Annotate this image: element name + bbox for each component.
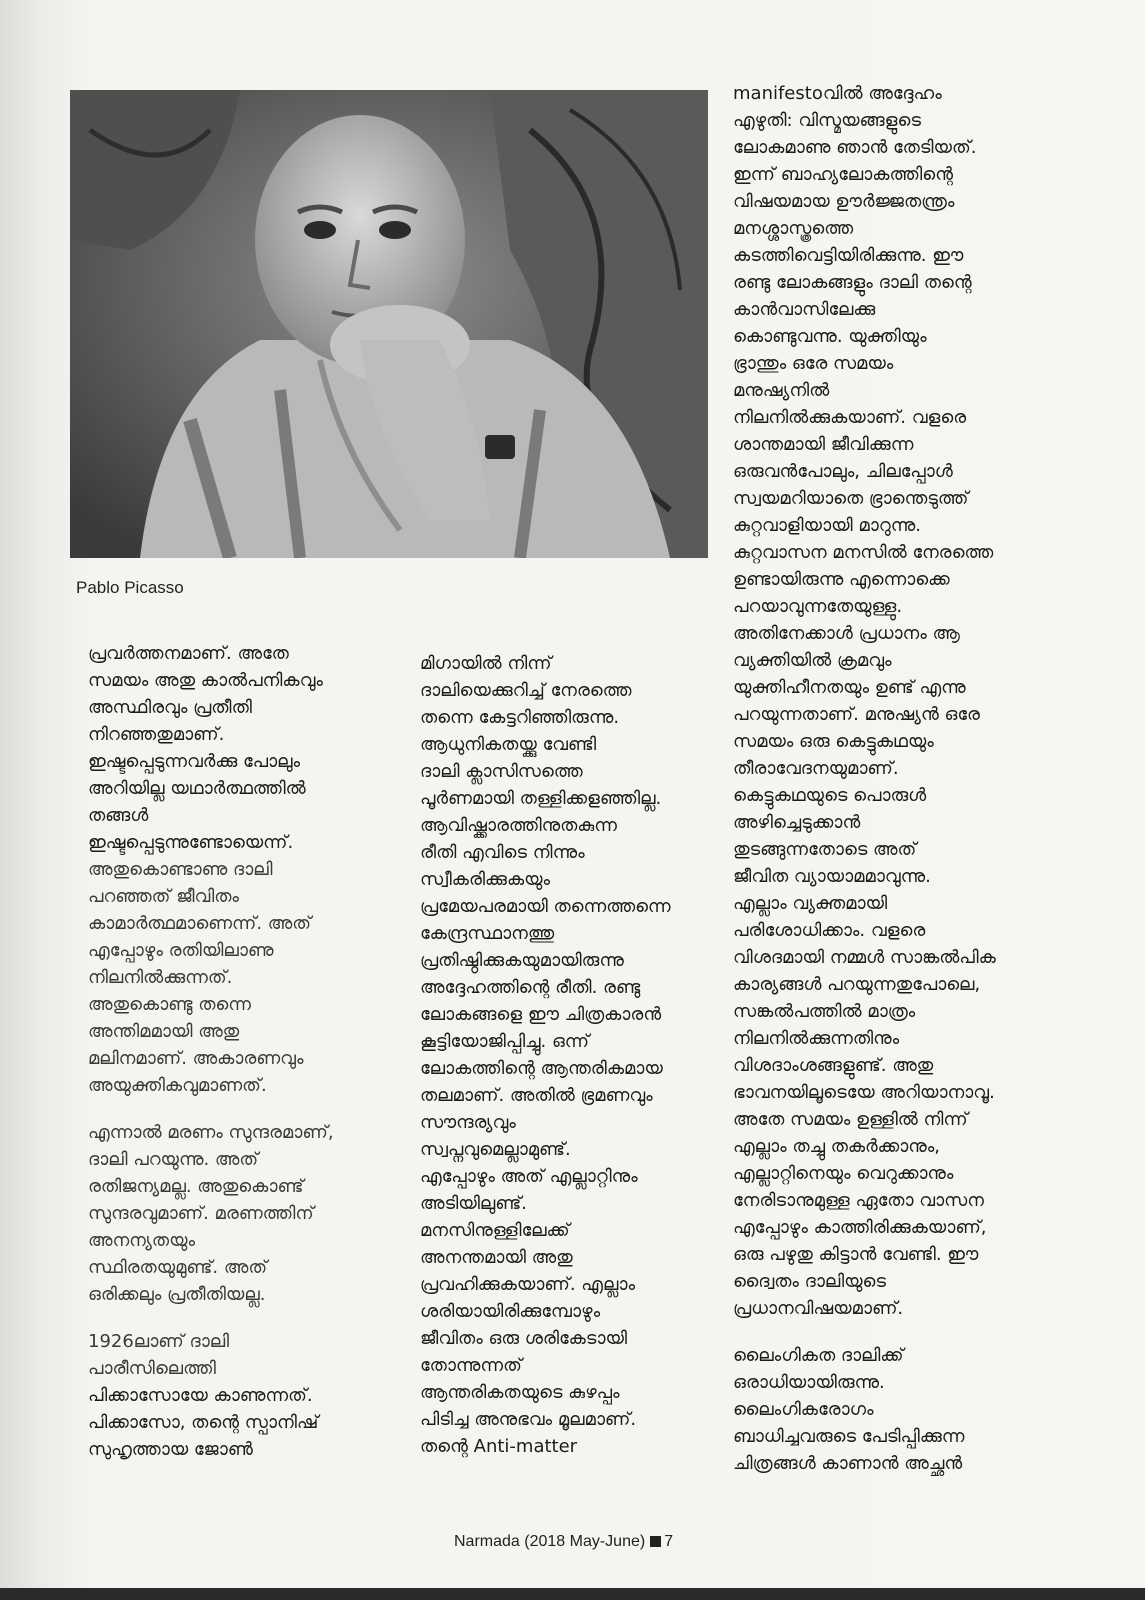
text-line: അയുക്തികവുമാണത്.	[88, 1075, 267, 1096]
text-line: സ്ഥിരതയുമുണ്ട്. അത്	[88, 1257, 268, 1278]
text-line: ഇഷ്ടപ്പെടുന്നവർക്കു പോലും	[88, 751, 301, 772]
text-line: ഉണ്ടായിരുന്നു എന്നൊക്കെ	[733, 569, 950, 590]
text-line: ബാധിച്ചവരുടെ പേടിപ്പിക്കുന്ന	[733, 1426, 965, 1447]
text-line: എപ്പോഴും കാത്തിരിക്കുകയാണ്,	[733, 1217, 987, 1238]
text-line: പാരീസിലെത്തി	[88, 1358, 216, 1379]
text-line: ആന്തരികതയുടെ കുഴപ്പം	[420, 1382, 620, 1403]
paragraph	[88, 1119, 408, 1308]
page-number: 7	[664, 1533, 674, 1550]
text-line: പിക്കാസോയേ കാണുന്നത്.	[88, 1385, 313, 1406]
text-line: ചിത്രങ്ങൾ കാണാൻ അച്ഛൻ	[733, 1453, 963, 1474]
text-line: ലോകത്തിന്റെ ആന്തരികമായ	[420, 1058, 663, 1079]
text-line: പരിശോധിക്കാം. വളരെ	[733, 920, 926, 941]
text-column-2	[420, 650, 720, 1480]
text-line: നിലനിൽക്കുന്നത്.	[88, 967, 233, 988]
text-line: manifestoവിൽ അദ്ദേഹം	[733, 83, 942, 104]
text-line: പ്രവഹിക്കുകയാണ്. എല്ലാം	[420, 1274, 635, 1295]
text-line: കുറ്റവാസന മനസിൽ നേരത്തെ	[733, 542, 994, 563]
text-line: എല്ലാം വ്യക്തമായി	[733, 893, 888, 914]
text-line: ലൈംഗികത ദാലിക്ക്	[733, 1345, 904, 1366]
paragraph	[88, 640, 408, 1099]
text-line: കൊണ്ടുവന്നു. യുക്തിയും	[733, 326, 927, 347]
text-line: 1926ലാണ് ദാലി	[88, 1331, 230, 1352]
text-line: തന്നെ കേട്ടറിഞ്ഞിരുന്നു.	[420, 707, 620, 728]
text-line: കാമാർത്ഥമാണെന്ന്. അത്	[88, 913, 312, 934]
text-line: എന്നാൽ മരണം സുന്ദരമാണ്,	[88, 1122, 334, 1143]
text-line: പിടിച്ച അനുഭവം മൂലമാണ്.	[420, 1409, 637, 1430]
text-line: മലിനമാണ്. അകാരണവും	[88, 1048, 304, 1069]
text-line: പ്രതിഷ്ഠിക്കുകയുമായിരുന്നു	[420, 950, 624, 971]
text-line: സൗന്ദര്യവും	[420, 1112, 516, 1133]
text-line: ഒരുവൻപോലും, ചിലപ്പോൾ	[733, 461, 953, 482]
text-line: സുന്ദരവുമാണ്. മരണത്തിന്	[88, 1203, 314, 1224]
text-line: കൂട്ടിയോജിപ്പിച്ചു. ഒന്ന്	[420, 1031, 590, 1052]
portrait-image	[70, 90, 708, 558]
text-line: വ്യക്തിയിൽ ക്രമവും	[733, 650, 892, 671]
text-line: ജീവിതം ഒരു ശരികേടായി	[420, 1328, 628, 1349]
paragraph	[420, 650, 720, 1460]
text-line: രണ്ടു ലോകങ്ങളും ദാലി തന്റെ	[733, 272, 972, 293]
portrait-photo	[70, 90, 708, 558]
text-line: ലൈംഗികരോഗം	[733, 1399, 874, 1420]
text-line: സ്വീകരിക്കുകയും	[420, 869, 551, 890]
text-line: ദ്വൈതം ദാലിയുടെ	[733, 1271, 887, 1292]
text-line: ശരിയായിരിക്കുമ്പോഴും	[420, 1301, 601, 1322]
paragraph	[733, 80, 1063, 1322]
text-line: രീതി എവിടെ നിന്നും	[420, 842, 585, 863]
text-line: പൂർണമായി തള്ളിക്കളഞ്ഞില്ല.	[420, 788, 662, 809]
text-line: എപ്പോഴും രതിയിലാണു	[88, 940, 274, 961]
text-line: അന്തിമമായി അതു	[88, 1021, 240, 1042]
text-line: ഒരു പഴുതു കിട്ടാൻ വേണ്ടി. ഈ	[733, 1244, 979, 1265]
text-line: കാൻവാസിലേക്കു	[733, 299, 876, 320]
text-line: ആവിഷ്ക്കാരത്തിനുതകുന്ന	[420, 815, 617, 836]
text-line: അഴിച്ചെടുക്കാൻ	[733, 812, 861, 833]
text-line: ലോകങ്ങളെ ഈ ചിത്രകാരൻ	[420, 1004, 662, 1025]
text-line: ഇഷ്ടപ്പെടുന്നുണ്ടോയെന്ന്.	[88, 832, 294, 853]
text-line: സുഹൃത്തായ ജോൺ	[88, 1439, 253, 1460]
text-line: അതിനേക്കാൾ പ്രധാനം ആ	[733, 623, 960, 644]
text-line: എഴുതി: വിസ്മയങ്ങളുടെ	[733, 110, 921, 131]
text-line: അതുകൊണ്ടു തന്നെ	[88, 994, 251, 1015]
text-line: മനശ്ശാസ്ത്രത്തെ	[733, 218, 854, 239]
text-line: ദാലി പറയുന്നു. അത്	[88, 1149, 259, 1170]
paragraph	[88, 1328, 408, 1463]
text-line: അനന്യതയും	[88, 1230, 196, 1251]
text-line: സങ്കൽപത്തിൽ മാത്രം	[733, 1001, 916, 1022]
text-line: മിഗായിൽ നിന്ന്	[420, 653, 552, 674]
text-line: കെട്ടുകഥയുടെ പൊരുൾ	[733, 785, 927, 806]
text-line: കുറ്റവാളിയായി മാറുന്നു.	[733, 515, 921, 536]
text-line: തലമാണ്. അതിൽ ഭ്രമണവും	[420, 1085, 653, 1106]
text-line: യുക്തിഹീനതയും ഉണ്ട് എന്നു	[733, 677, 966, 698]
text-line: ഭാവനയിലൂടെയേ അറിയാനാവൂ.	[733, 1082, 995, 1103]
text-line: സമയം അതു കാൽപനികവും	[88, 670, 323, 691]
text-line: അനന്തമായി അതു	[420, 1247, 573, 1268]
text-line: ജീവിത വ്യായാമമാവുന്നു.	[733, 866, 931, 887]
page-footer	[454, 1533, 673, 1551]
text-line: മനുഷ്യനിൽ	[733, 380, 830, 401]
text-line: എപ്പോഴും അത് എല്ലാറ്റിനും	[420, 1166, 638, 1187]
text-line: ഭ്രാന്തും ഒരേ സമയം	[733, 353, 894, 374]
text-line: ഇന്ന് ബാഹ്യലോകത്തിന്റെ	[733, 164, 953, 185]
text-line: ഒരിക്കലും പ്രതീതിയല്ല.	[88, 1284, 266, 1305]
text-line: വിശദാംശങ്ങളുണ്ട്. അതു	[733, 1055, 934, 1076]
text-line: സ്വപ്നവുമെല്ലാമുണ്ട്.	[420, 1139, 571, 1160]
text-line: പ്രധാനവിഷയമാണ്.	[733, 1298, 904, 1319]
text-line: തീരാവേദനയുമാണ്.	[733, 758, 899, 779]
text-line: അസ്ഥിരവും പ്രതീതി	[88, 697, 252, 718]
text-line: വിശദമായി നമ്മൾ സാങ്കൽപിക	[733, 947, 996, 968]
text-line: പ്രവർത്തനമാണ്. അതേ	[88, 643, 289, 664]
text-line: പ്രമേയപരമായി തന്നെത്തന്നെ	[420, 896, 671, 917]
text-line: പിക്കാസോ, തന്റെ സ്പാനിഷ്	[88, 1412, 319, 1433]
text-line: തോന്നുന്നത്	[420, 1355, 522, 1376]
text-line: വിഷയമായ ഊർജ്ജതന്ത്രം	[733, 191, 955, 212]
text-line: പറയാവുന്നതേയുള്ളു.	[733, 596, 903, 617]
text-line: സമയം ഒരു കെട്ടുകഥയും	[733, 731, 934, 752]
text-line: കേന്ദ്രസ്ഥാനത്തു	[420, 923, 555, 944]
text-line: നിറഞ്ഞതുമാണ്.	[88, 724, 225, 745]
text-line: ലോകമാണു ഞാൻ തേടിയത്.	[733, 137, 977, 158]
text-line: നിലനിൽക്കുന്നതിനും	[733, 1028, 900, 1049]
scan-edge	[0, 1588, 1145, 1600]
text-line: രതിജന്യമല്ല. അതുകൊണ്ട്	[88, 1176, 304, 1197]
text-line: കടത്തിവെട്ടിയിരിക്കുന്നു. ഈ	[733, 245, 964, 266]
text-line: പറഞ്ഞത് ജീവിതം	[88, 886, 239, 907]
text-line: അടിയിലുണ്ട്.	[420, 1193, 527, 1214]
text-line: എല്ലാറ്റിനെയും വെറുക്കാനും	[733, 1163, 954, 1184]
text-line: ആധുനികതയ്ക്കു വേണ്ടി	[420, 734, 597, 755]
text-line: അറിയില്ല യഥാർത്ഥത്തിൽ	[88, 778, 306, 799]
text-line: തുടങ്ങുന്നതോടെ അത്	[733, 839, 917, 860]
text-line: ഒരാധിയായിരുന്നു.	[733, 1372, 885, 1393]
publication-name: Narmada (2018 May-June)	[454, 1533, 646, 1550]
text-line: ദാലി ക്ലാസിസത്തെ	[420, 761, 583, 782]
text-line: ദാലിയെക്കുറിച്ച് നേരത്തെ	[420, 680, 632, 701]
square-bullet-icon	[650, 1536, 661, 1547]
text-line: അദ്ദേഹത്തിന്റെ രീതി. രണ്ടു	[420, 977, 641, 998]
text-line: തങ്ങൾ	[88, 805, 149, 826]
text-line: നേരിടാനുമുള്ള ഏതോ വാസന	[733, 1190, 984, 1211]
text-line: കാര്യങ്ങൾ പറയുന്നതുപോലെ,	[733, 974, 981, 995]
text-line: തന്റെ Anti-matter	[420, 1436, 578, 1457]
paragraph	[733, 1342, 1063, 1477]
text-column-1	[88, 640, 408, 1483]
text-line: നിലനിൽക്കുകയാണ്. വളരെ	[733, 407, 967, 428]
text-line: എല്ലാം തച്ചു തകർക്കാനും,	[733, 1136, 940, 1157]
text-column-3	[733, 80, 1063, 1497]
text-line: പറയുന്നതാണ്. മനുഷ്യൻ ഒരേ	[733, 704, 980, 725]
text-line: സ്വയമറിയാതെ ഭ്രാന്തെടുത്ത്	[733, 488, 969, 509]
text-line: അതുകൊണ്ടാണു ദാലി	[88, 859, 273, 880]
photo-caption: Pablo Picasso	[76, 578, 184, 597]
text-line: അതേ സമയം ഉള്ളിൽ നിന്ന്	[733, 1109, 968, 1130]
text-line: മനസിനുള്ളിലേക്ക്	[420, 1220, 570, 1241]
text-line: ശാന്തമായി ജീവിക്കുന്ന	[733, 434, 914, 455]
